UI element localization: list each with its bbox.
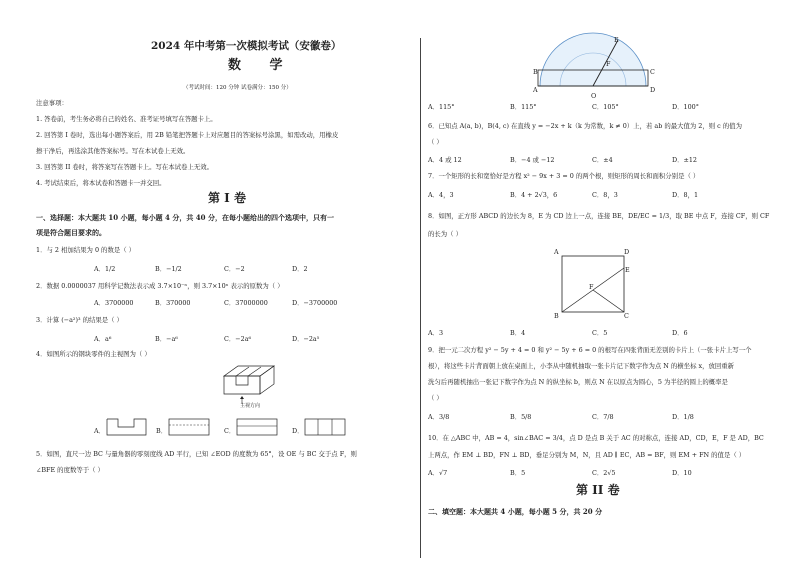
notes-heading: 注意事项： — [36, 99, 68, 107]
q7-option-a: A．4，3 — [428, 191, 454, 199]
q5-option-b: B．115° — [510, 103, 537, 111]
q4-option-a-figure — [106, 418, 148, 436]
q6-option-b: B．−4 或 −12 — [510, 156, 555, 164]
subject-title: 数 学 — [228, 58, 295, 73]
q4-option-b-figure — [168, 418, 210, 436]
q6-option-c: C．±4 — [592, 156, 613, 164]
q1-option-c: C．−2 — [224, 265, 245, 273]
q1-stem: 1．与 2 相加结果为 0 的数是（ ） — [36, 246, 136, 254]
q4-3d-part-figure — [218, 358, 280, 406]
exam-info: （考试时间：120 分钟 试卷满分：150 分） — [183, 85, 292, 91]
q2-option-a: A．3700000 — [94, 299, 134, 307]
q3-stem: 3．计算 (−a²)³ 的结果是（ ） — [36, 316, 123, 324]
q9-option-a: A．3/8 — [428, 413, 450, 421]
q8-option-b: B．4 — [510, 329, 526, 337]
q2-option-c: C．37000000 — [224, 299, 268, 307]
q10-option-a: A．√7 — [428, 469, 448, 477]
q3-option-d: D．−2a⁵ — [292, 335, 320, 343]
q7-stem: 7．一个矩形的长和宽恰好是方程 x² − 9x + 3 = 0 的两个根，则矩形的周长和面积分别是（ ） — [428, 172, 700, 180]
q6-paren: （ ） — [428, 138, 443, 146]
q5-label-f: F — [606, 60, 611, 68]
q8-label-b: B — [554, 312, 559, 320]
q10-stem-line2: 上两点，作 EM ⊥ BD，FN ⊥ BD，垂足分别为 M，N，且 AD ∥ EC，AB = BF，则 EM + FN 的值是（ ） — [428, 451, 746, 459]
q4-option-d-figure — [304, 418, 346, 436]
q4-stem: 4．如图所示的钢块零件的主视图为（ ） — [36, 350, 151, 358]
q1-option-d: D．2 — [292, 265, 308, 273]
q5-option-c: C．105° — [592, 103, 619, 111]
q2-stem: 2．数据 0.0000037 用科学记数法表示成 3.7×10⁻ⁿ，则 3.7×10ⁿ 表示的原数为（ ） — [36, 282, 284, 290]
q3-option-a: A．a⁶ — [94, 335, 112, 343]
q9-stem-line3: 洗匀后再随机抽出一张记下数字作为点 N 的纵坐标 b，则点 N 在以原点为圆心，5 为半径的圆上的概率是 — [428, 378, 728, 386]
q5-label-d: D — [650, 86, 656, 94]
q8-label-c: C — [624, 312, 629, 320]
q3-option-c: C．−2a⁶ — [224, 335, 252, 343]
q10-option-b: B．5 — [510, 469, 526, 477]
note-2-cont: 擦干净后，再选涂其他答案标号。写在本试卷上无效。 — [36, 147, 190, 155]
q9-stem-line2: 根），将这些卡片背面朝上放在桌面上，小李从中随机抽取一张卡片记下数字作为点 N 的横坐标 x，放回重新 — [428, 362, 735, 370]
q5-label-a: A — [533, 86, 538, 94]
column-divider — [420, 38, 421, 558]
exam-title: 2024 年中考第一次模拟考试（安徽卷） — [151, 40, 342, 52]
q8-label-d: D — [624, 248, 630, 256]
note-1: 1. 答卷前，考生务必将自己的姓名、准考证号填写在答题卡上。 — [36, 115, 217, 123]
q7-option-d: D．8，1 — [672, 191, 699, 199]
q6-option-d: D．±12 — [672, 156, 698, 164]
part2-title: 第 II 卷 — [576, 483, 620, 497]
q4-option-d: D． — [292, 427, 304, 435]
section2-heading: 二、填空题：本大题共 4 小题，每小题 5 分，共 20 分 — [428, 507, 603, 516]
q9-option-c: C．7/8 — [592, 413, 614, 421]
q8-label-f: F — [589, 283, 594, 291]
q5-label-c: C — [650, 68, 655, 76]
q10-option-d: D．10 — [672, 469, 692, 477]
q2-option-d: D．−3700000 — [292, 299, 338, 307]
q8-option-a: A．3 — [428, 329, 444, 337]
q8-stem: 8．如图，正方形 ABCD 的边长为 8，E 为 CD 边上一点，连接 BE，DE/EC = 1/3，取 BE 中点 F，连接 CF，则 CF — [428, 212, 770, 220]
q9-option-d: D．1/8 — [672, 413, 694, 421]
q6-option-a: A．4 或 12 — [428, 156, 462, 164]
q7-option-b: B．4 + 2√3，6 — [510, 191, 558, 199]
q10-stem-line1: 10．在 △ABC 中，AB = 4，sin∠BAC = 3/4，点 D 是点 B 关于 AC 的对称点，连接 AD，CD，E，F 是 AD，BC — [428, 434, 764, 442]
note-4: 4. 考试结束后，将本试卷和答题卡一并交回。 — [36, 179, 166, 187]
q4-view-label: 主视方向 — [240, 403, 261, 409]
q1-option-a: A．1/2 — [94, 265, 116, 273]
q5-label-e: E — [614, 36, 619, 44]
q5-stem-line2: ∠BFE 的度数等于（ ） — [36, 466, 104, 474]
q4-option-c-figure — [236, 418, 278, 436]
q1-option-b: B．−1/2 — [155, 265, 182, 273]
part1-title: 第 I 卷 — [208, 191, 246, 205]
q5-protractor-figure — [530, 40, 660, 100]
q2-option-b: B．370000 — [155, 299, 191, 307]
q8-square-figure — [560, 254, 630, 314]
note-2: 2. 回答第 I 卷时，选出每小题答案后，用 2B 铅笔把答题卡上对应题目的答案标号涂黑，如需改动，用橡皮 — [36, 131, 339, 139]
q8-label-e: E — [625, 266, 630, 274]
q10-option-c: C．2√5 — [592, 469, 616, 477]
q9-paren: （ ） — [428, 394, 443, 402]
q4-option-b: B． — [156, 427, 168, 435]
q8-stem-line2: 的长为（ ） — [428, 230, 462, 238]
q5-option-d: D．100° — [672, 103, 699, 111]
q5-stem-line1: 5．如图，直尺一边 BC 与量角器的零刻度线 AD 平行，已知 ∠EOD 的度数为 65°，设 OE 与 BC 交于点 F，则 — [36, 450, 357, 458]
q3-option-b: B．−a⁶ — [155, 335, 178, 343]
note-3: 3. 回答第 II 卷时，将答案写在答题卡上。写在本试卷上无效。 — [36, 163, 214, 171]
q8-option-c: C．5 — [592, 329, 608, 337]
q5-label-o: O — [591, 92, 597, 100]
q6-stem: 6．已知点 A(a, b)，B(4, c) 在直线 y = −2x + k（k 为常数，k ≠ 0）上，若 ab 的最大值为 2，则 c 的值为 — [428, 122, 742, 130]
q4-option-c: C． — [224, 427, 236, 435]
q9-stem-line1: 9．把一元二次方程 y² − 5y + 4 = 0 和 y² − 5y + 6 = 0 的根写在四张背面无差别的卡片上（一张卡片上写一个 — [428, 346, 752, 354]
section1-line2: 项是符合题目要求的。 — [36, 228, 106, 237]
q8-label-a: A — [554, 248, 559, 256]
section1-line1: 一、选择题：本大题共 10 小题，每小题 4 分，共 40 分，在每小题给出的四个选项中，只有一 — [36, 213, 334, 222]
q8-option-d: D．6 — [672, 329, 688, 337]
q9-option-b: B．5/8 — [510, 413, 532, 421]
q4-option-a: A． — [94, 427, 106, 435]
q5-option-a: A．115° — [428, 103, 455, 111]
q5-label-b: B — [533, 68, 538, 76]
q7-option-c: C．8，3 — [592, 191, 618, 199]
